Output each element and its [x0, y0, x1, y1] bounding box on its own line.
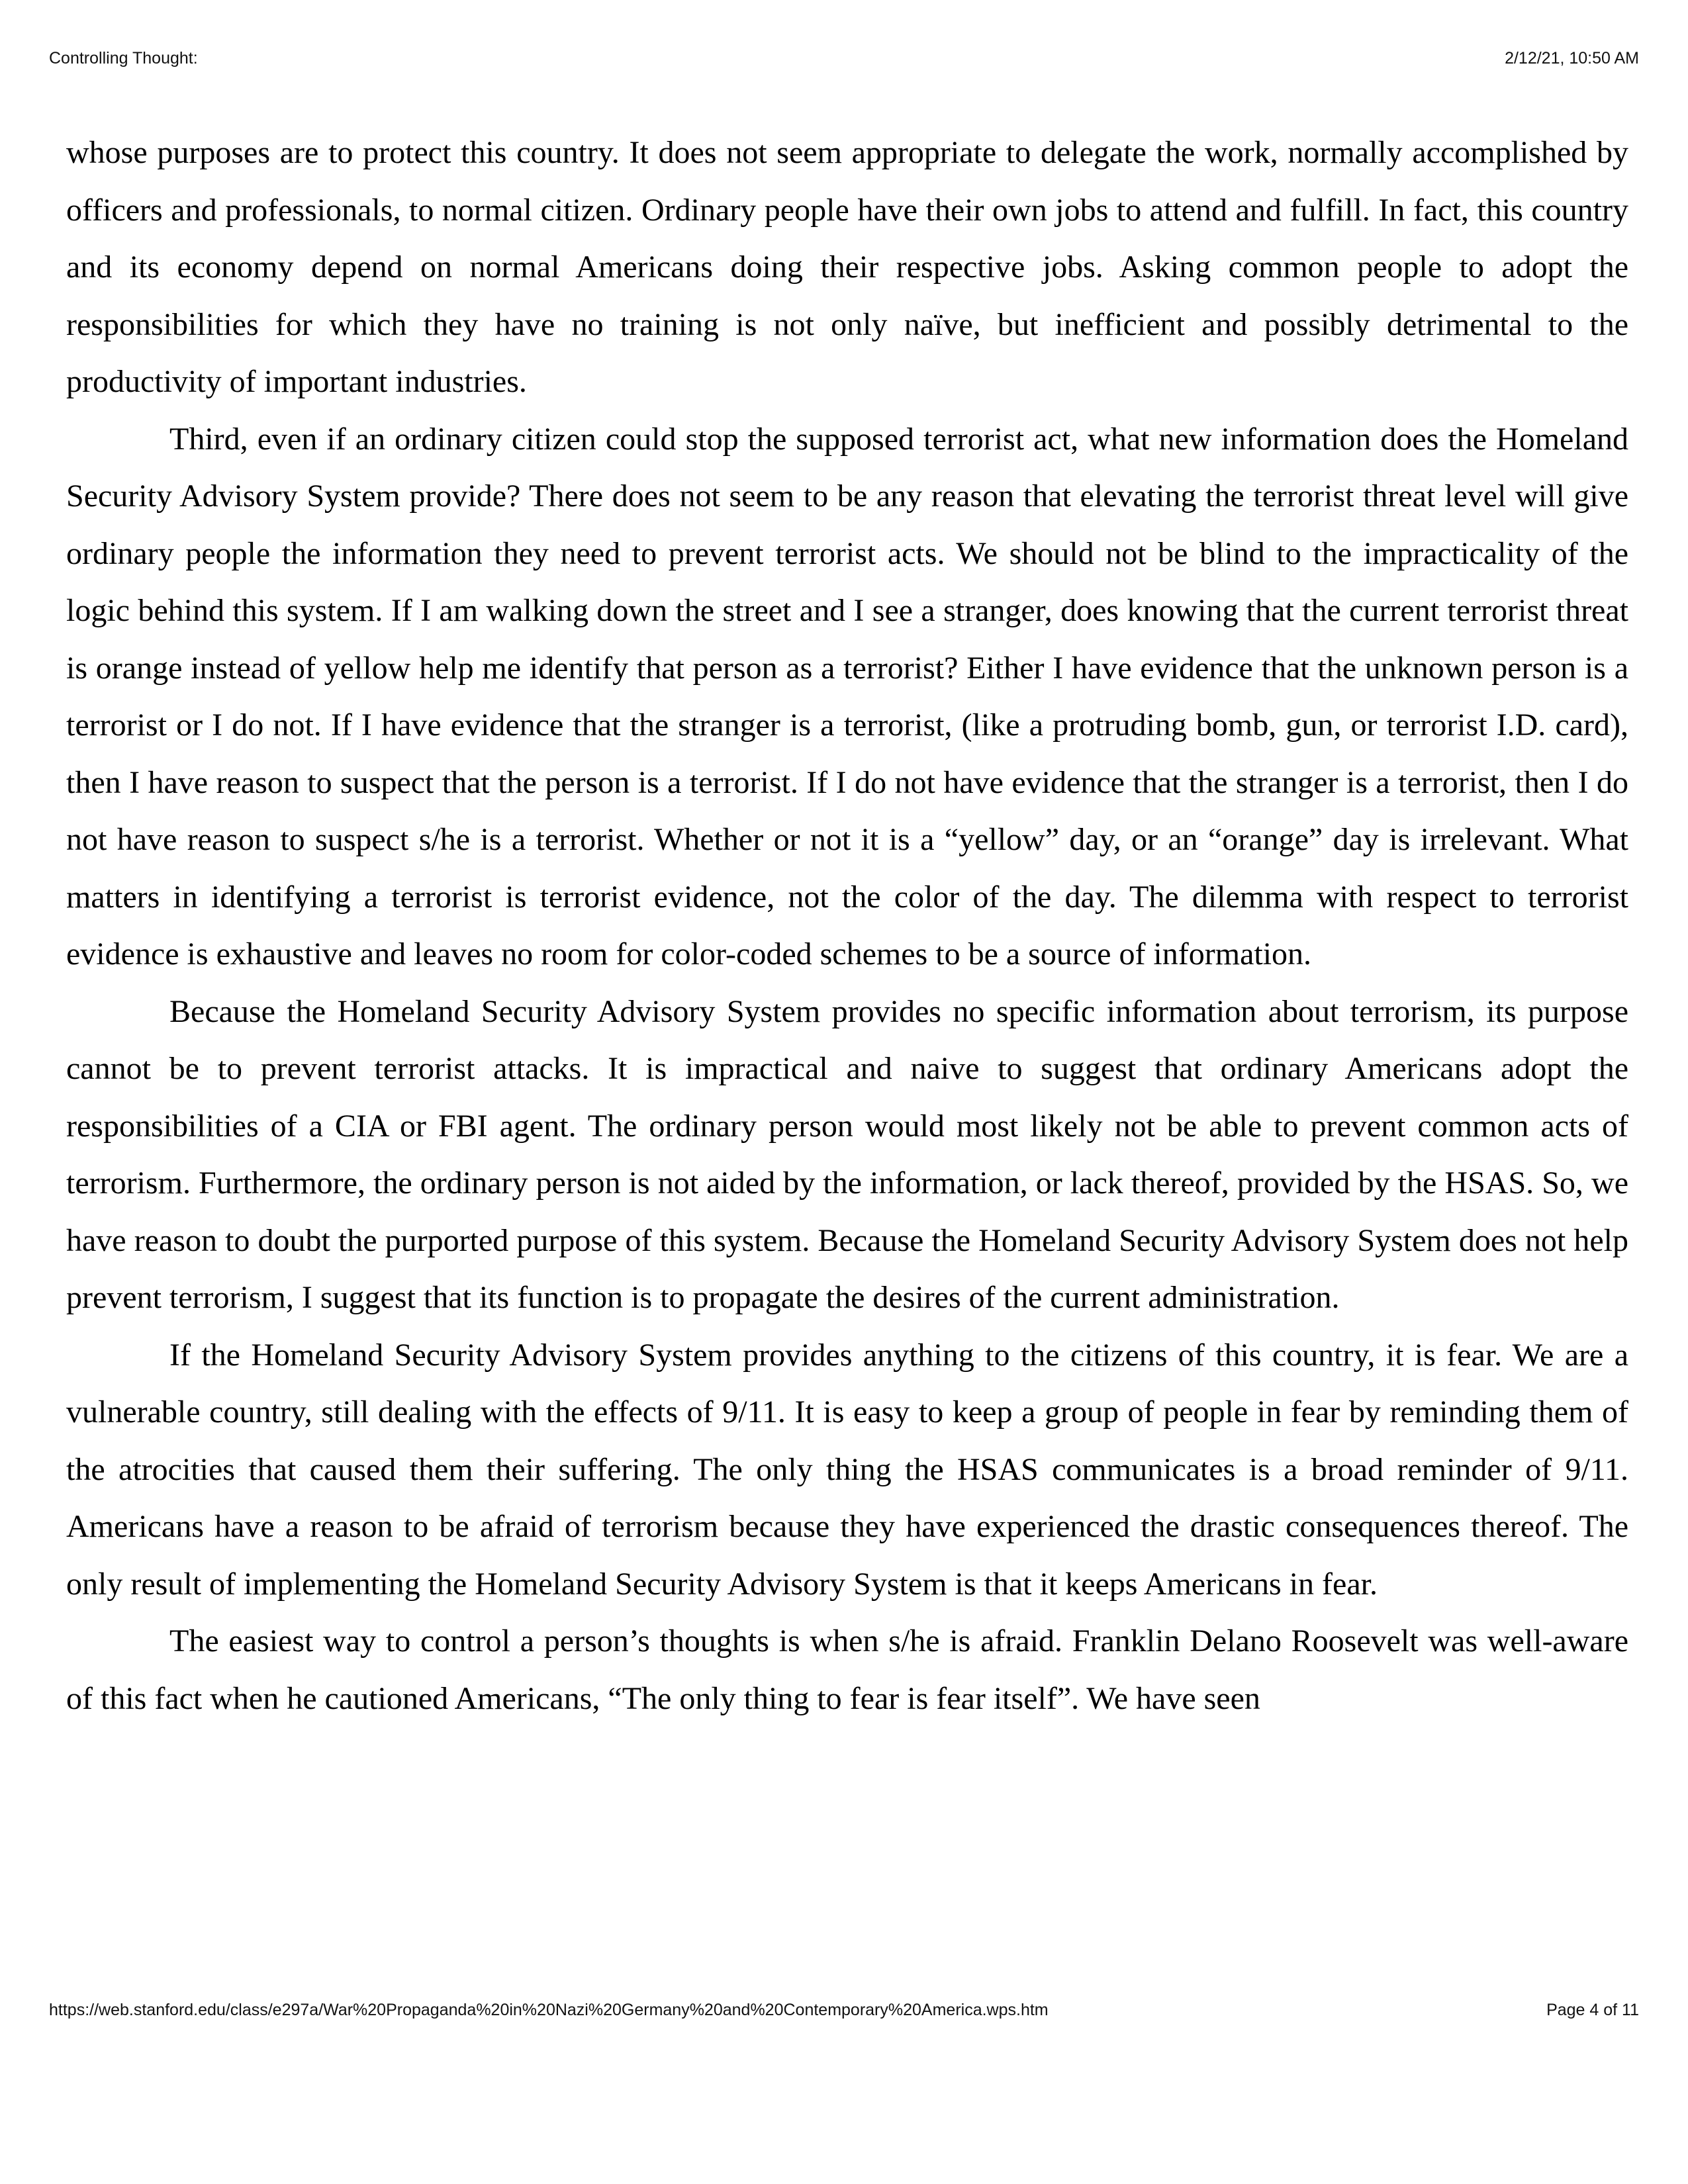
print-footer — [49, 2001, 1639, 2020]
page-number: Page 4 of 11 — [1546, 2001, 1639, 2019]
paragraph: If the Homeland Security Advisory System provides anything to the citizens of this country, it is fear. We are a vulnerable country, still dealing with the effects of 9/11. It is easy to keep a group of people in fear by reminding them of the atrocities that caused them their suffering. The only thing the HSAS communicates is a broad reminder of 9/11. Americans have a reason to be afraid of terrorism because they have experienced the drastic consequences thereof. The only result of implementing the Homeland Security Advisory System is that it keeps Americans in fear. — [66, 1337, 1628, 1602]
document-body — [66, 124, 1628, 1727]
paragraph: Third, even if an ordinary citizen could stop the supposed terrorist act, what new information does the Homeland Security Advisory System provide? There does not seem to be any reason that elevating the terrorist threat level will give ordinary people the information they need to prevent terrorist acts. We should not be blind to the impracticality of the logic behind this system. If I am walking down the street and I see a stranger, does knowing that the current terrorist threat is orange instead of yellow help me identify that person as a terrorist? Either I have evidence that the unknown person is a terrorist or I do not. If I have evidence that the stranger is a terrorist, (like a protruding bomb, gun, or terrorist I.D. card), then I have reason to suspect that the person is a terrorist. If I do not have evidence that the stranger is a terrorist, then I do not have reason to suspect s/he is a terrorist. Whether or not it is a “yellow” day, or an “orange” day is irrelevant. What matters in identifying a terrorist is terrorist evidence, not the color of the day. The dilemma with respect to terrorist evidence is exhaustive and leaves no room for color-coded schemes to be a source of information. — [66, 421, 1628, 972]
print-header — [49, 49, 1639, 68]
document-title: Controlling Thought: — [49, 49, 198, 68]
print-datetime: 2/12/21, 10:50 AM — [1505, 49, 1639, 68]
paragraph-continued: whose purposes are to protect this country. It does not seem appropriate to delegate the work, normally accomplished by officers and professionals, to normal citizen. Ordinary people have their own jobs to attend and fulfill. In fact, this country and its economy depend on normal Americans doing their respective jobs. Asking common people to adopt the responsibilities for which they have no training is not only naïve, but inefficient and possibly detrimental to the productivity of important industries. — [66, 135, 1628, 399]
paragraph: Because the Homeland Security Advisory System provides no specific information about terrorism, its purpose cannot be to prevent terrorist attacks. It is impractical and naive to suggest that ordinary Americans adopt the responsibilities of a CIA or FBI agent. The ordinary person would most likely not be able to prevent common acts of terrorism. Furthermore, the ordinary person is not aided by the information, or lack thereof, provided by the HSAS. So, we have reason to doubt the purported purpose of this system. Because the Homeland Security Advisory System does not help prevent terrorism, I suggest that its function is to propagate the desires of the current administration. — [66, 993, 1628, 1315]
paragraph: The easiest way to control a person’s thoughts is when s/he is afraid. Franklin Delano Roosevelt was well-aware of this fact when he cautioned Americans, “The only thing to fear is fear itself”. We have seen — [66, 1623, 1628, 1716]
source-url: https://web.stanford.edu/class/e297a/War%20Propaganda%20in%20Nazi%20Germany%20and%20Contemporary%20America.wps.htm — [49, 2001, 1049, 2019]
